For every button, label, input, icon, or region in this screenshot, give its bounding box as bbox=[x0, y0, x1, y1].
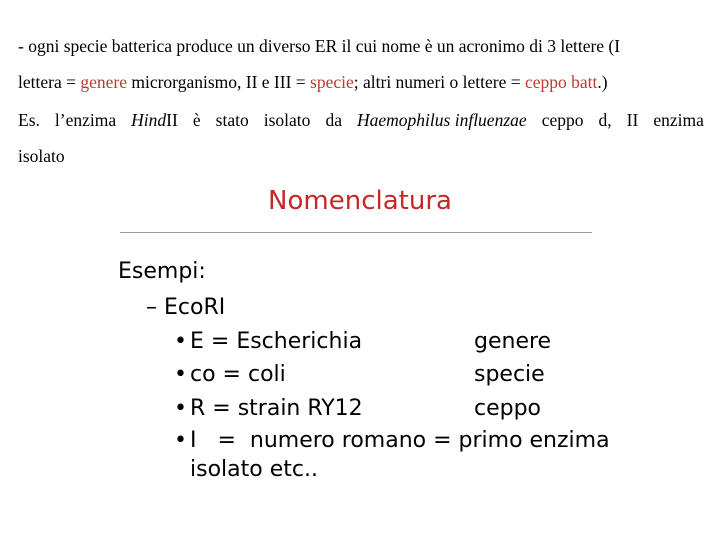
list-item-last-line-1: I = numero romano = primo enzima bbox=[190, 428, 610, 453]
text-specie: specie bbox=[310, 72, 354, 92]
word: II bbox=[626, 110, 639, 130]
list-item-right: specie bbox=[474, 362, 545, 387]
list-item bbox=[174, 362, 286, 388]
text-altri: ; altri numeri o lettere = bbox=[353, 72, 525, 92]
paragraph-example-line-2: isolato bbox=[18, 146, 65, 166]
enzyme-name bbox=[131, 110, 178, 130]
enzyme-name-roman: II bbox=[166, 110, 178, 130]
text-ceppo: ceppo batt bbox=[524, 72, 598, 92]
bullet-icon: • bbox=[174, 428, 187, 453]
list-item-left: co = coli bbox=[190, 362, 286, 387]
bullet-icon: • bbox=[174, 329, 187, 354]
list-item-left: E = Escherichia bbox=[190, 329, 363, 354]
list-item bbox=[174, 428, 610, 454]
slide-title: Nomenclatura bbox=[268, 186, 452, 216]
subheading-text: EcoRI bbox=[164, 295, 226, 320]
bullet-icon: • bbox=[174, 362, 187, 387]
list-item-last-line-2: isolato etc.. bbox=[190, 457, 318, 482]
paragraph-line-1: - ogni specie batterica produce un diverso ER il cui nome è un acronimo di 3 lettere (I bbox=[18, 36, 621, 56]
word: enzima bbox=[653, 110, 704, 130]
word: da bbox=[325, 110, 342, 130]
bullet-icon: • bbox=[174, 396, 187, 421]
paragraph-example-line-1 bbox=[18, 110, 704, 130]
slide-heading: Esempi: bbox=[118, 259, 206, 284]
list-item bbox=[174, 329, 362, 355]
word: ceppo bbox=[541, 110, 584, 130]
slide-subheading bbox=[146, 295, 225, 321]
enzyme-name-italic: Hind bbox=[131, 110, 167, 130]
word: stato bbox=[215, 110, 249, 130]
text-genere: genere bbox=[80, 72, 127, 92]
dash-marker: – bbox=[146, 295, 157, 320]
list-item-left: R = strain RY12 bbox=[190, 396, 363, 421]
paragraph-line-2 bbox=[18, 72, 704, 92]
word: isolato bbox=[263, 110, 311, 130]
word: l’enzima bbox=[54, 110, 117, 130]
text-close: .) bbox=[597, 72, 608, 92]
text-microrganismo: microrganismo, II e III = bbox=[126, 72, 311, 92]
word: Es. bbox=[18, 110, 40, 130]
list-item-right: genere bbox=[474, 329, 552, 354]
title-divider bbox=[120, 232, 592, 233]
organism-name: Haemophilus influenzae bbox=[357, 110, 527, 130]
list-item-right: ceppo bbox=[474, 396, 542, 421]
list-item bbox=[174, 396, 363, 422]
word: è bbox=[192, 110, 201, 130]
text-lettera: lettera = bbox=[18, 72, 81, 92]
word: d, bbox=[598, 110, 612, 130]
